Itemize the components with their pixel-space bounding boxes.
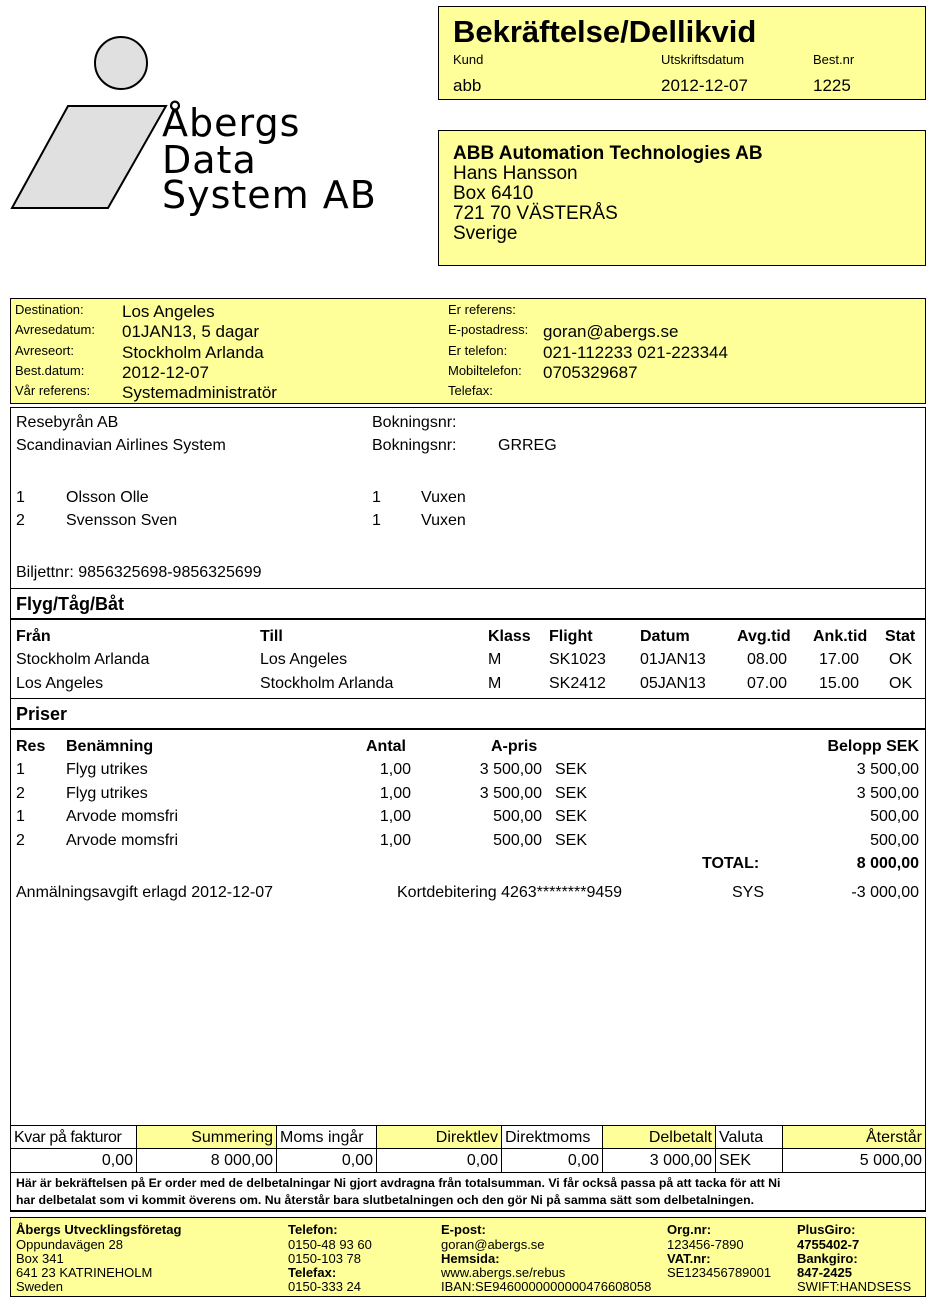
footer-vatnr-label: VAT.nr: [667, 1251, 711, 1266]
avresedatum-label: Avresedatum: [15, 322, 95, 337]
epost-label: E-postadress: [448, 322, 529, 337]
utskriftsdatum-label: Utskriftsdatum [661, 52, 745, 67]
price-antal: 1,00 [379, 761, 411, 778]
summary-value-direktlev: 0,00 [376, 1148, 502, 1173]
airline-name: Scandinavian Airlines System [16, 437, 226, 454]
price-antal: 1,00 [379, 785, 411, 802]
flights-section-title: Flyg/Tåg/Båt [16, 594, 125, 614]
price-belopp: 3 500,00 [856, 785, 919, 802]
payment-card: Kortdebitering 4263********9459 [397, 884, 623, 901]
price-benamning: Flyg utrikes [66, 785, 148, 802]
summary-header-aterstar: Återstår [782, 1125, 926, 1149]
price-apris: 3 500,00 [479, 761, 542, 778]
recipient-country: Sverige [453, 223, 518, 244]
price-res: 1 [16, 761, 25, 778]
bestdatum-label: Best.datum: [15, 363, 85, 378]
price-benamning: Arvode momsfri [66, 832, 179, 849]
agency-name: Resebyrån AB [16, 414, 119, 431]
logo-line2: Data [162, 138, 257, 182]
flight-avg: 07.00 [747, 675, 788, 692]
summary-table [10, 1125, 926, 1173]
footer-bankgiro-label: Bankgiro: [797, 1251, 858, 1266]
kund-label: Kund [453, 52, 484, 67]
payment-text: Anmälningsavgift erlagd 2012-12-07 [16, 884, 274, 901]
biljettnr: Biljettnr: 9856325698-9856325699 [16, 564, 262, 581]
price-currency: SEK [555, 761, 588, 778]
col-header-benamning: Benämning [66, 738, 154, 755]
price-res: 2 [16, 785, 25, 802]
footer-address-1: Oppundavägen 28 [16, 1237, 123, 1252]
footer-address-2: Box 341 [16, 1251, 64, 1266]
flight-datum: 05JAN13 [640, 675, 706, 692]
price-antal: 1,00 [379, 832, 411, 849]
flight-number: SK2412 [549, 675, 606, 692]
summary-value-kvar: 0,00 [10, 1148, 137, 1173]
summary-header-summering: Summering [136, 1125, 277, 1149]
footer-epost-label: E-post: [441, 1222, 486, 1237]
summary-value-delbetalt: 3 000,00 [602, 1148, 716, 1173]
summary-header-valuta: Valuta [715, 1125, 783, 1149]
bokningsnr-value-2: GRREG [498, 437, 557, 454]
message-line-2: har delbetalat som vi kommit överens om. Nu återstår bara slutbetalningen och den gör Ni på samma sätt som delbetalningen. [16, 1193, 754, 1207]
price-currency: SEK [555, 832, 588, 849]
footer-bankgiro: 847-2425 [797, 1265, 852, 1280]
col-header-to: Till [260, 628, 283, 645]
divider [11, 618, 925, 620]
col-header-stat: Stat [885, 628, 916, 645]
document-title: Bekräftelse/Dellikvid [453, 14, 757, 49]
summary-header-delbetalt: Delbetalt [602, 1125, 716, 1149]
col-header-avg: Avg.tid [737, 628, 791, 645]
footer-address-4: Sweden [16, 1279, 63, 1294]
message-line-1: Här är bekräftelsen på Er order med de delbetalningar Ni gjort avdragna från totalsumman. Vi får också passa på att tacka för att Ni [16, 1176, 781, 1190]
flight-to: Stockholm Arlanda [260, 675, 394, 692]
destination-label: Destination: [15, 302, 84, 317]
flight-to: Los Angeles [260, 651, 348, 668]
avresedatum-value: 01JAN13, 5 dagar [122, 322, 260, 341]
mobiltelefon-label: Mobiltelefon: [448, 363, 522, 378]
footer-telefon-label: Telefon: [288, 1222, 338, 1237]
flight-stat: OK [889, 675, 913, 692]
header-box [438, 6, 926, 100]
footer-telefon-2: 0150-103 78 [288, 1251, 362, 1266]
recipient-company: ABB Automation Technologies AB [453, 143, 763, 164]
message-box [10, 1172, 926, 1212]
passenger-name: Svensson Sven [66, 512, 178, 529]
summary-header-kvar: Kvar på fakturor [10, 1125, 137, 1149]
col-header-belopp: Belopp SEK [827, 738, 919, 755]
flight-ank: 15.00 [819, 675, 860, 692]
footer-company: Åbergs Utvecklingsföretag [16, 1222, 182, 1237]
recipient-name: Hans Hansson [453, 163, 578, 184]
var-referens-label: Vår referens: [15, 383, 91, 398]
flight-ank: 17.00 [819, 651, 860, 668]
col-header-antal: Antal [366, 738, 406, 755]
divider [11, 698, 925, 699]
divider [11, 588, 925, 589]
footer [10, 1217, 926, 1297]
er-telefon-value: 021-112233 021-223344 [543, 343, 728, 362]
bestdatum-value: 2012-12-07 [122, 363, 209, 382]
telefax-label: Telefax: [448, 383, 493, 398]
flight-from: Stockholm Arlanda [16, 651, 150, 668]
price-antal: 1,00 [379, 808, 411, 825]
price-currency: SEK [555, 808, 588, 825]
footer-hemsida[interactable]: www.abergs.se/rebus [441, 1265, 566, 1280]
main-body [10, 407, 926, 1211]
epost-value: goran@abergs.se [543, 322, 679, 341]
flight-stat: OK [889, 651, 913, 668]
logo-graphic [10, 28, 170, 213]
bestnr-value: 1225 [813, 76, 851, 95]
er-referens-label: Er referens: [448, 302, 516, 317]
price-benamning: Flyg utrikes [66, 761, 148, 778]
footer-orgnr-label: Org.nr: [667, 1222, 712, 1237]
passenger-type: Vuxen [421, 489, 466, 506]
col-header-flight: Flight [549, 628, 593, 645]
footer-telefon-1: 0150-48 93 60 [288, 1237, 372, 1252]
footer-vatnr: SE123456789001 [667, 1265, 772, 1280]
passenger-count: 1 [372, 489, 381, 506]
avreseort-value: Stockholm Arlanda [122, 343, 264, 362]
price-apris: 500,00 [493, 832, 542, 849]
mobiltelefon-value: 0705329687 [543, 363, 638, 382]
price-res: 2 [16, 832, 25, 849]
price-apris: 500,00 [493, 808, 542, 825]
total-value: 8 000,00 [856, 855, 919, 872]
bestnr-label: Best.nr [813, 52, 855, 67]
passenger-name: Olsson Olle [66, 489, 149, 506]
bokningsnr-label-1: Bokningsnr: [372, 414, 457, 431]
utskriftsdatum-value: 2012-12-07 [661, 76, 748, 95]
summary-value-valuta: SEK [715, 1148, 783, 1173]
summary-value-aterstar: 5 000,00 [782, 1148, 926, 1173]
price-belopp: 500,00 [870, 832, 919, 849]
payment-amount: -3 000,00 [851, 884, 919, 901]
summary-header-direktmoms: Direktmoms [501, 1125, 603, 1149]
destination-value: Los Angeles [122, 302, 215, 321]
footer-address-3: 641 23 KATRINEHOLM [16, 1265, 153, 1280]
price-apris: 3 500,00 [479, 785, 542, 802]
price-belopp: 500,00 [870, 808, 919, 825]
price-benamning: Arvode momsfri [66, 808, 179, 825]
footer-telefax: 0150-333 24 [288, 1279, 362, 1294]
summary-header-moms: Moms ingår [276, 1125, 377, 1149]
bokningsnr-label-2: Bokningsnr: [372, 437, 457, 454]
col-header-from: Från [16, 628, 51, 645]
footer-iban: IBAN:SE9460000000000476608058 [441, 1279, 652, 1294]
col-header-apris: A-pris [491, 738, 538, 755]
col-header-res: Res [16, 738, 46, 755]
passenger-count: 1 [372, 512, 381, 529]
passenger-nr: 2 [16, 512, 25, 529]
col-header-klass: Klass [488, 628, 531, 645]
recipient-city: 721 70 VÄSTERÅS [453, 203, 618, 224]
col-header-datum: Datum [640, 628, 690, 645]
footer-swift: SWIFT:HANDSESS [797, 1279, 912, 1294]
recipient-box [438, 130, 926, 266]
var-referens-value: Systemadministratör [122, 383, 277, 402]
trip-info-box [10, 298, 926, 404]
flight-datum: 01JAN13 [640, 651, 706, 668]
flight-klass: M [488, 651, 502, 668]
footer-plusgiro-label: PlusGiro: [797, 1222, 856, 1237]
logo-line1: Åbergs [162, 101, 301, 145]
summary-header-direktlev: Direktlev [376, 1125, 502, 1149]
passenger-type: Vuxen [421, 512, 466, 529]
flight-avg: 08.00 [747, 651, 788, 668]
total-label: TOTAL: [702, 855, 760, 872]
company-logo [10, 28, 410, 217]
kund-value: abb [453, 76, 482, 95]
flight-number: SK1023 [549, 651, 606, 668]
footer-plusgiro: 4755402-7 [797, 1237, 860, 1252]
flight-from: Los Angeles [16, 675, 104, 692]
payment-code: SYS [732, 884, 765, 901]
passenger-nr: 1 [16, 489, 25, 506]
summary-value-direktmoms: 0,00 [501, 1148, 603, 1173]
divider [11, 728, 925, 730]
recipient-box-address: Box 6410 [453, 183, 534, 204]
er-telefon-label: Er telefon: [448, 343, 508, 358]
avreseort-label: Avreseort: [15, 343, 75, 358]
footer-hemsida-label: Hemsida: [441, 1251, 500, 1266]
flight-klass: M [488, 675, 502, 692]
footer-epost[interactable]: goran@abergs.se [441, 1237, 545, 1252]
price-res: 1 [16, 808, 25, 825]
price-belopp: 3 500,00 [856, 761, 919, 778]
prices-section-title: Priser [16, 704, 68, 724]
logo-line3: System AB [162, 173, 377, 217]
footer-telefax-label: Telefax: [288, 1265, 337, 1280]
col-header-ank: Ank.tid [813, 628, 868, 645]
summary-value-summering: 8 000,00 [136, 1148, 277, 1173]
footer-orgnr: 123456-7890 [667, 1237, 744, 1252]
summary-value-moms: 0,00 [276, 1148, 377, 1173]
price-currency: SEK [555, 785, 588, 802]
